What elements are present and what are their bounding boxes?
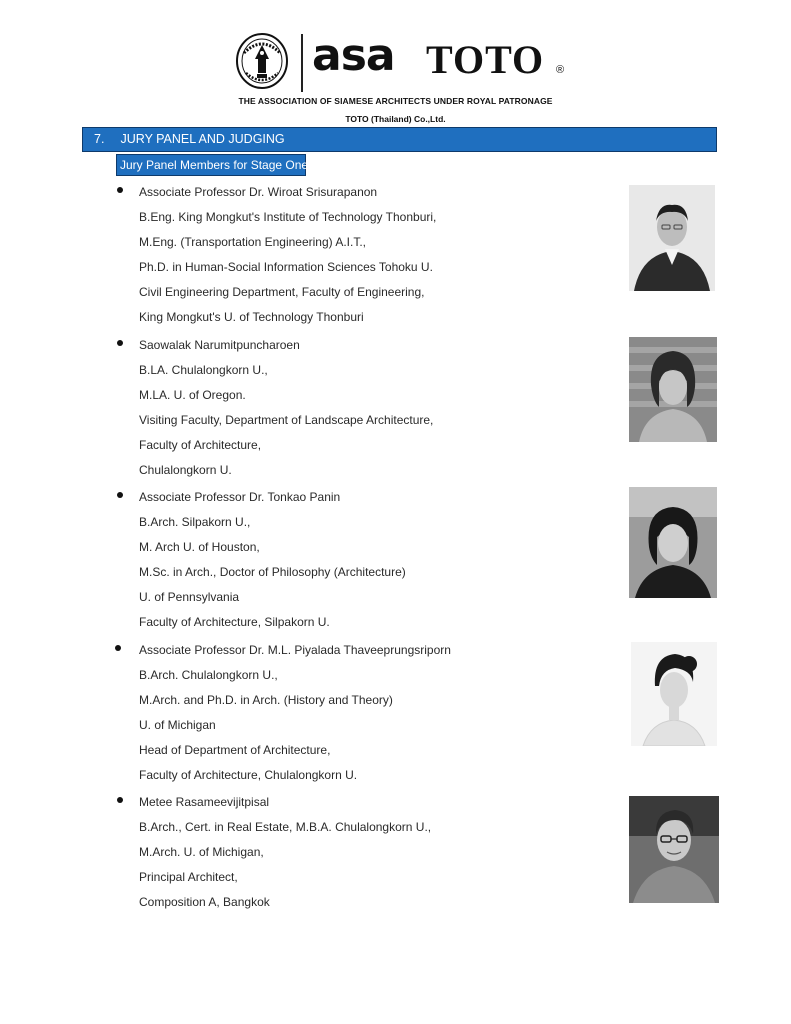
member-detail: M. Arch U. of Houston, [139, 540, 260, 554]
section-number: 7. [94, 132, 105, 146]
member-detail: Civil Engineering Department, Faculty of Engineering, [139, 285, 425, 299]
registered-mark: ® [556, 64, 565, 76]
member-photo [631, 642, 717, 746]
member-name: Saowalak Narumitpuncharoen [139, 338, 300, 352]
asa-royal-seal-logo [236, 33, 288, 89]
company-line: TOTO (Thailand) Co.,Ltd. [345, 114, 446, 124]
member-detail: Head of Department of Architecture, [139, 743, 331, 757]
member-name: Metee Rasameevijitpisal [139, 795, 270, 809]
member-detail: B.Eng. King Mongkut's Institute of Technology Thonburi, [139, 210, 437, 224]
member-name: Associate Professor Dr. M.L. Piyalada Thaveeprungsriporn [139, 643, 451, 657]
subsection-heading: Jury Panel Members for Stage One [116, 154, 306, 176]
member-detail: M.Arch. and Ph.D. in Arch. (History and Theory) [139, 693, 393, 707]
member-detail: B.Arch., Cert. in Real Estate, M.B.A. Chulalongkorn U., [139, 820, 432, 834]
member-detail: Chulalongkorn U. [139, 463, 232, 477]
bullet-icon [117, 492, 123, 498]
member-detail: Composition A, Bangkok [139, 895, 270, 909]
member-name: Associate Professor Dr. Tonkao Panin [139, 490, 341, 504]
bullet-icon [115, 645, 121, 651]
member-detail: B.LA. Chulalongkorn U., [139, 363, 268, 377]
header-divider [301, 34, 303, 92]
member-detail: B.Arch. Silpakorn U., [139, 515, 251, 529]
member-detail: U. of Pennsylvania [139, 590, 240, 604]
member-name: Associate Professor Dr. Wiroat Srisurapanon [139, 185, 378, 199]
member-detail: U. of Michigan [139, 718, 216, 732]
member-detail: Visiting Faculty, Department of Landscape Architecture, [139, 413, 434, 427]
toto-logo-text: TOTO [426, 37, 545, 82]
member-detail: M.Arch. U. of Michigan, [139, 845, 264, 859]
bullet-icon [117, 187, 123, 193]
member-detail: Faculty of Architecture, Silpakorn U. [139, 615, 330, 629]
member-detail: M.Sc. in Arch., Doctor of Philosophy (Architecture) [139, 565, 406, 579]
bullet-icon [117, 340, 123, 346]
document-header [0, 0, 791, 126]
section-heading [82, 127, 717, 152]
member-detail: B.Arch. Chulalongkorn U., [139, 668, 278, 682]
member-photo [629, 185, 715, 291]
member-detail: Ph.D. in Human-Social Information Sciences Tohoku U. [139, 260, 433, 274]
asa-logo-text: asa [312, 30, 395, 81]
member-detail: M.Eng. (Transportation Engineering) A.I.T., [139, 235, 366, 249]
section-title: JURY PANEL AND JUDGING [120, 132, 285, 146]
member-detail: Faculty of Architecture, [139, 438, 262, 452]
bullet-icon [117, 797, 123, 803]
member-detail: Faculty of Architecture, Chulalongkorn U. [139, 768, 358, 782]
member-photo [629, 487, 717, 598]
member-detail: King Mongkut's U. of Technology Thonburi [139, 310, 364, 324]
member-photo [629, 796, 719, 903]
member-photo [629, 337, 717, 442]
member-detail: Principal Architect, [139, 870, 238, 884]
member-detail: M.LA. U. of Oregon. [139, 388, 246, 402]
association-line: THE ASSOCIATION OF SIAMESE ARCHITECTS UNDER ROYAL PATRONAGE [238, 96, 553, 106]
